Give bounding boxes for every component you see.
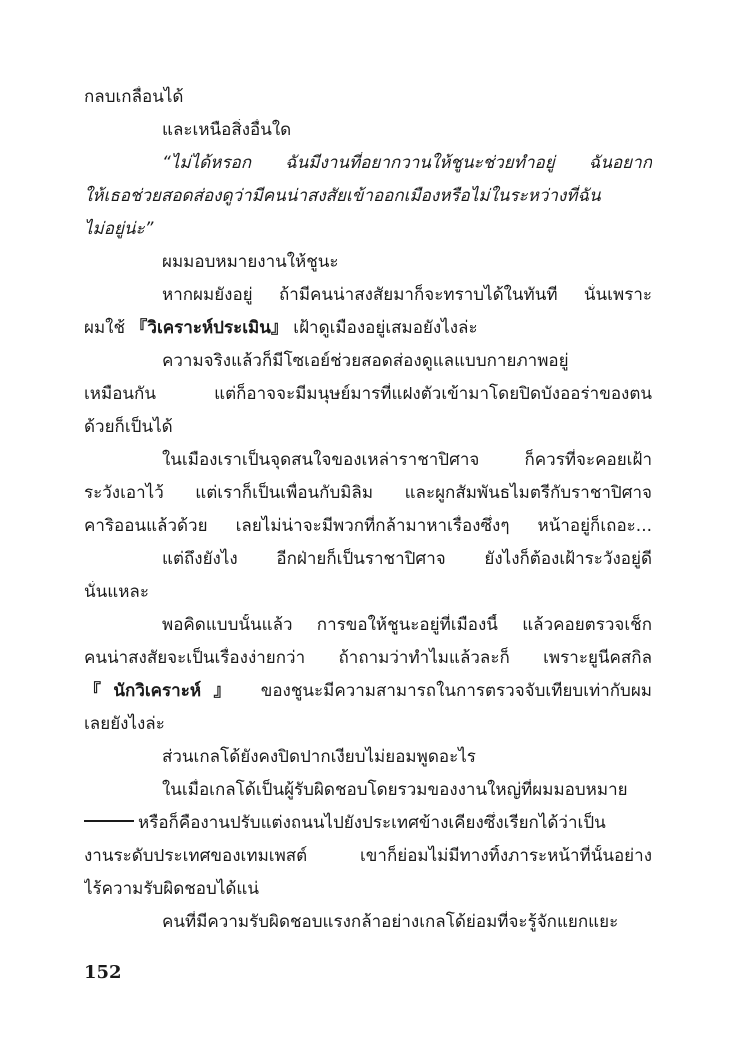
text-line: และเหนือสิ่งอื่นใด <box>162 120 292 140</box>
text-line: ผมมอบหมายงานให้ชูนะ <box>162 252 339 272</box>
page-number: 152 <box>84 962 122 983</box>
skill-name: 『นักวิเคราะห์』 <box>84 681 243 701</box>
text-line: ด้วยก็เป็นได้ <box>84 417 173 437</box>
text-fragment: หรือก็คืองานปรับแต่งถนนไปยังประเทศข้างเคียงซึ่งเรียกได้ว่าเป็น <box>138 813 606 833</box>
dialogue-line: “ไม่ได้หรอก ฉันมีงานที่อยากวานให้ชูนะช่วยทำอยู่ ฉันอยาก <box>162 153 652 173</box>
text-line: นั่นแหละ <box>84 582 149 602</box>
text-line-with-skill <box>84 317 652 339</box>
text-fragment: เฝ้าดูเมืองอยู่เสมอยังไงล่ะ <box>287 318 478 338</box>
text-line: แต่ถึงยังไง อีกฝ่ายก็เป็นราชาปิศาจ ยังไงก็ต้องเฝ้าระวังอยู่ดี <box>162 549 652 569</box>
text-line-with-dash <box>84 812 652 834</box>
dialogue-line: ให้เธอช่วยสอดส่องดูว่ามีคนน่าสงสัยเข้าออกเมืองหรือไม่ในระหว่างที่ฉัน <box>84 186 601 206</box>
text-line: คนที่มีความรับผิดชอบแรงกล้าอย่างเกลโด้ย่อมที่จะรู้จักแยกแยะ <box>162 912 619 932</box>
text-line: งานระดับประเทศของเทมเพสต์ เขาก็ย่อมไม่มีทางทิ้งภาระหน้าที่นั้นอย่าง <box>84 846 652 866</box>
skill-name: 『วิเคราะห์ประเมิน』 <box>130 318 288 338</box>
em-dash-rule <box>84 820 134 822</box>
text-line: ในเมื่อเกลโด้เป็นผู้รับผิดชอบโดยรวมของงานใหญ่ที่ผมมอบหมาย <box>162 780 628 800</box>
text-line: เลยยังไงล่ะ <box>84 714 165 734</box>
text-fragment: ของชูนะมีความสามารถในการตรวจจับเทียบเท่ากับผม <box>242 681 652 701</box>
text-line: กลบเกลื่อนได้ <box>84 87 184 107</box>
text-line: ในเมืองเราเป็นจุดสนใจของเหล่าราชาปิศาจ ก็ควรที่จะคอยเฝ้า <box>162 450 652 470</box>
text-fragment: ผมใช้ <box>84 318 131 338</box>
dialogue-line: ไม่อยู่น่ะ” <box>84 219 154 239</box>
text-line: คาริออนแล้วด้วย เลยไม่น่าจะมีพวกที่กล้ามาหาเรื่องซึ่งๆ หน้าอยู่ก็เถอะ... <box>84 516 652 536</box>
text-line: ไร้ความรับผิดชอบได้แน่ <box>84 879 259 899</box>
text-line: ระวังเอาไว้ แต่เราก็เป็นเพื่อนกับมิลิม และผูกสัมพันธไมตรีกับราชาปิศาจ <box>84 483 652 503</box>
text-line: ส่วนเกลโด้ยังคงปิดปากเงียบไม่ยอมพูดอะไร <box>162 747 476 767</box>
text-line: ความจริงแล้วก็มีโซเอย์ช่วยสอดส่องดูแลแบบกายภาพอยู่ <box>162 351 569 371</box>
text-line: คนน่าสงสัยจะเป็นเรื่องง่ายกว่า ถ้าถามว่าทำไมแล้วละก็ เพราะยูนีคสกิล <box>84 648 652 668</box>
text-line: พอคิดแบบนั้นแล้ว การขอให้ชูนะอยู่ที่เมืองนี้ แล้วคอยตรวจเช็ก <box>162 615 652 635</box>
text-line: เหมือนกัน แต่ก็อาจจะมีมนุษย์มารที่แฝงตัวเข้ามาโดยปิดบังออร่าของตน <box>84 384 652 404</box>
text-line-with-skill <box>84 680 652 702</box>
text-line: หากผมยังอยู่ ถ้ามีคนน่าสงสัยมาก็จะทราบได้ในทันที นั่นเพราะ <box>162 285 652 305</box>
